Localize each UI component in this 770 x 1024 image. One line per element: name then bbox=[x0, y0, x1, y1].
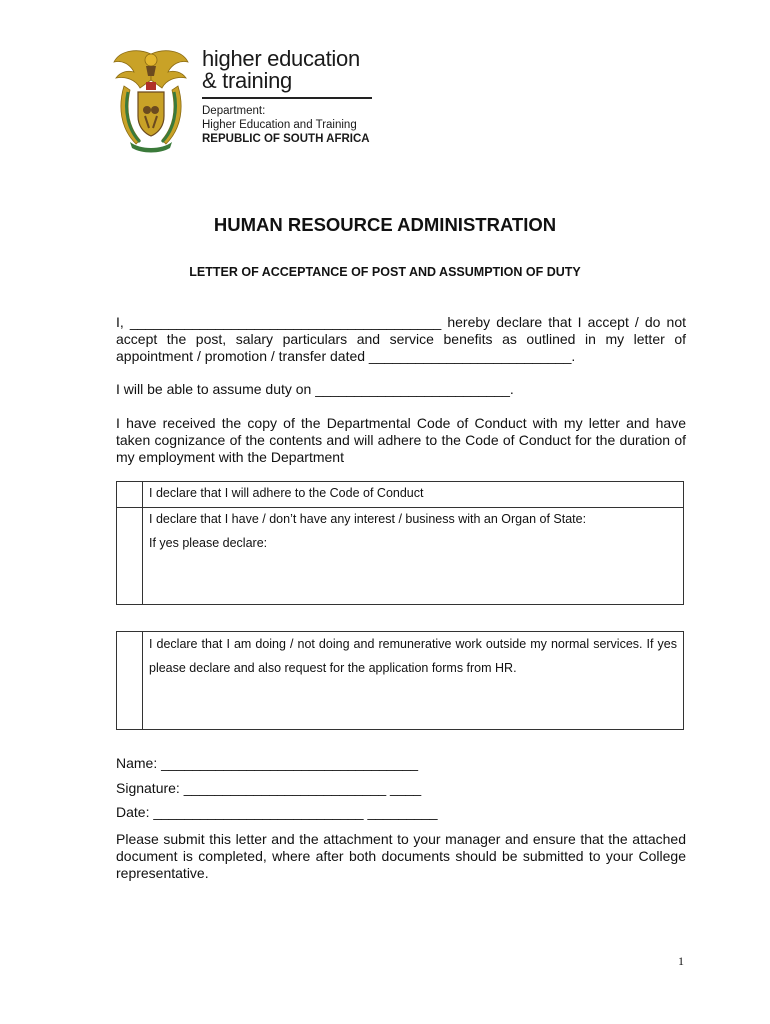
department-logo bbox=[110, 46, 380, 156]
date-field[interactable]: Date: ___________________________ _________ bbox=[116, 804, 438, 820]
country-name: REPUBLIC OF SOUTH AFRICA bbox=[202, 133, 370, 145]
checkbox-cell[interactable] bbox=[117, 507, 143, 604]
checkbox-cell[interactable] bbox=[117, 632, 143, 729]
declaration-paragraph: I, ________________________________________ hereby declare that I accept / do not accept the post, salary particulars and service benefits as outlined in my letter of appointment / promotion / transfer dated __________________________. bbox=[116, 314, 686, 364]
table-row bbox=[117, 482, 683, 508]
department-label: Department: bbox=[202, 105, 266, 117]
declaration-table bbox=[116, 481, 684, 605]
logo-line1: higher education bbox=[202, 46, 360, 71]
table-row bbox=[117, 507, 683, 604]
interest-declare-prompt: If yes please declare: bbox=[149, 536, 268, 550]
department-name: Higher Education and Training bbox=[202, 119, 357, 131]
code-of-conduct-paragraph: I have received the copy of the Departmental Code of Conduct with my letter and have taken cognizance of the contents and will adhere to the Code of Conduct for the duration of my employment with the Department bbox=[116, 415, 686, 465]
document-title: HUMAN RESOURCE ADMINISTRATION bbox=[213, 214, 557, 235]
remunerative-work-table bbox=[116, 631, 684, 730]
coat-of-arms-icon bbox=[110, 46, 192, 154]
code-of-conduct-declaration: I declare that I will adhere to the Code of Conduct bbox=[149, 486, 424, 500]
logo-divider bbox=[202, 97, 372, 99]
logo-line2: & training bbox=[202, 68, 292, 93]
interest-declaration: I declare that I have / don’t have any interest / business with an Organ of State: bbox=[149, 512, 587, 526]
remunerative-work-declaration: I declare that I am doing / not doing and remunerative work outside my normal services. If yes please declare and also request for the application forms from HR. bbox=[149, 637, 677, 675]
checkbox-cell[interactable] bbox=[117, 482, 143, 507]
document-subtitle: LETTER OF ACCEPTANCE OF POST AND ASSUMPTION OF DUTY bbox=[189, 265, 581, 279]
assume-duty-paragraph: I will be able to assume duty on _________________________. bbox=[116, 381, 514, 397]
closing-instructions: Please submit this letter and the attachment to your manager and ensure that the attached document is completed, where after both documents should be submitted to your College representative. bbox=[116, 831, 686, 881]
logo-text bbox=[202, 48, 372, 146]
signature-field[interactable]: Signature: __________________________ ____ bbox=[116, 780, 422, 796]
name-field[interactable]: Name: _________________________________ bbox=[116, 755, 419, 771]
page-number: 1 bbox=[678, 954, 684, 968]
